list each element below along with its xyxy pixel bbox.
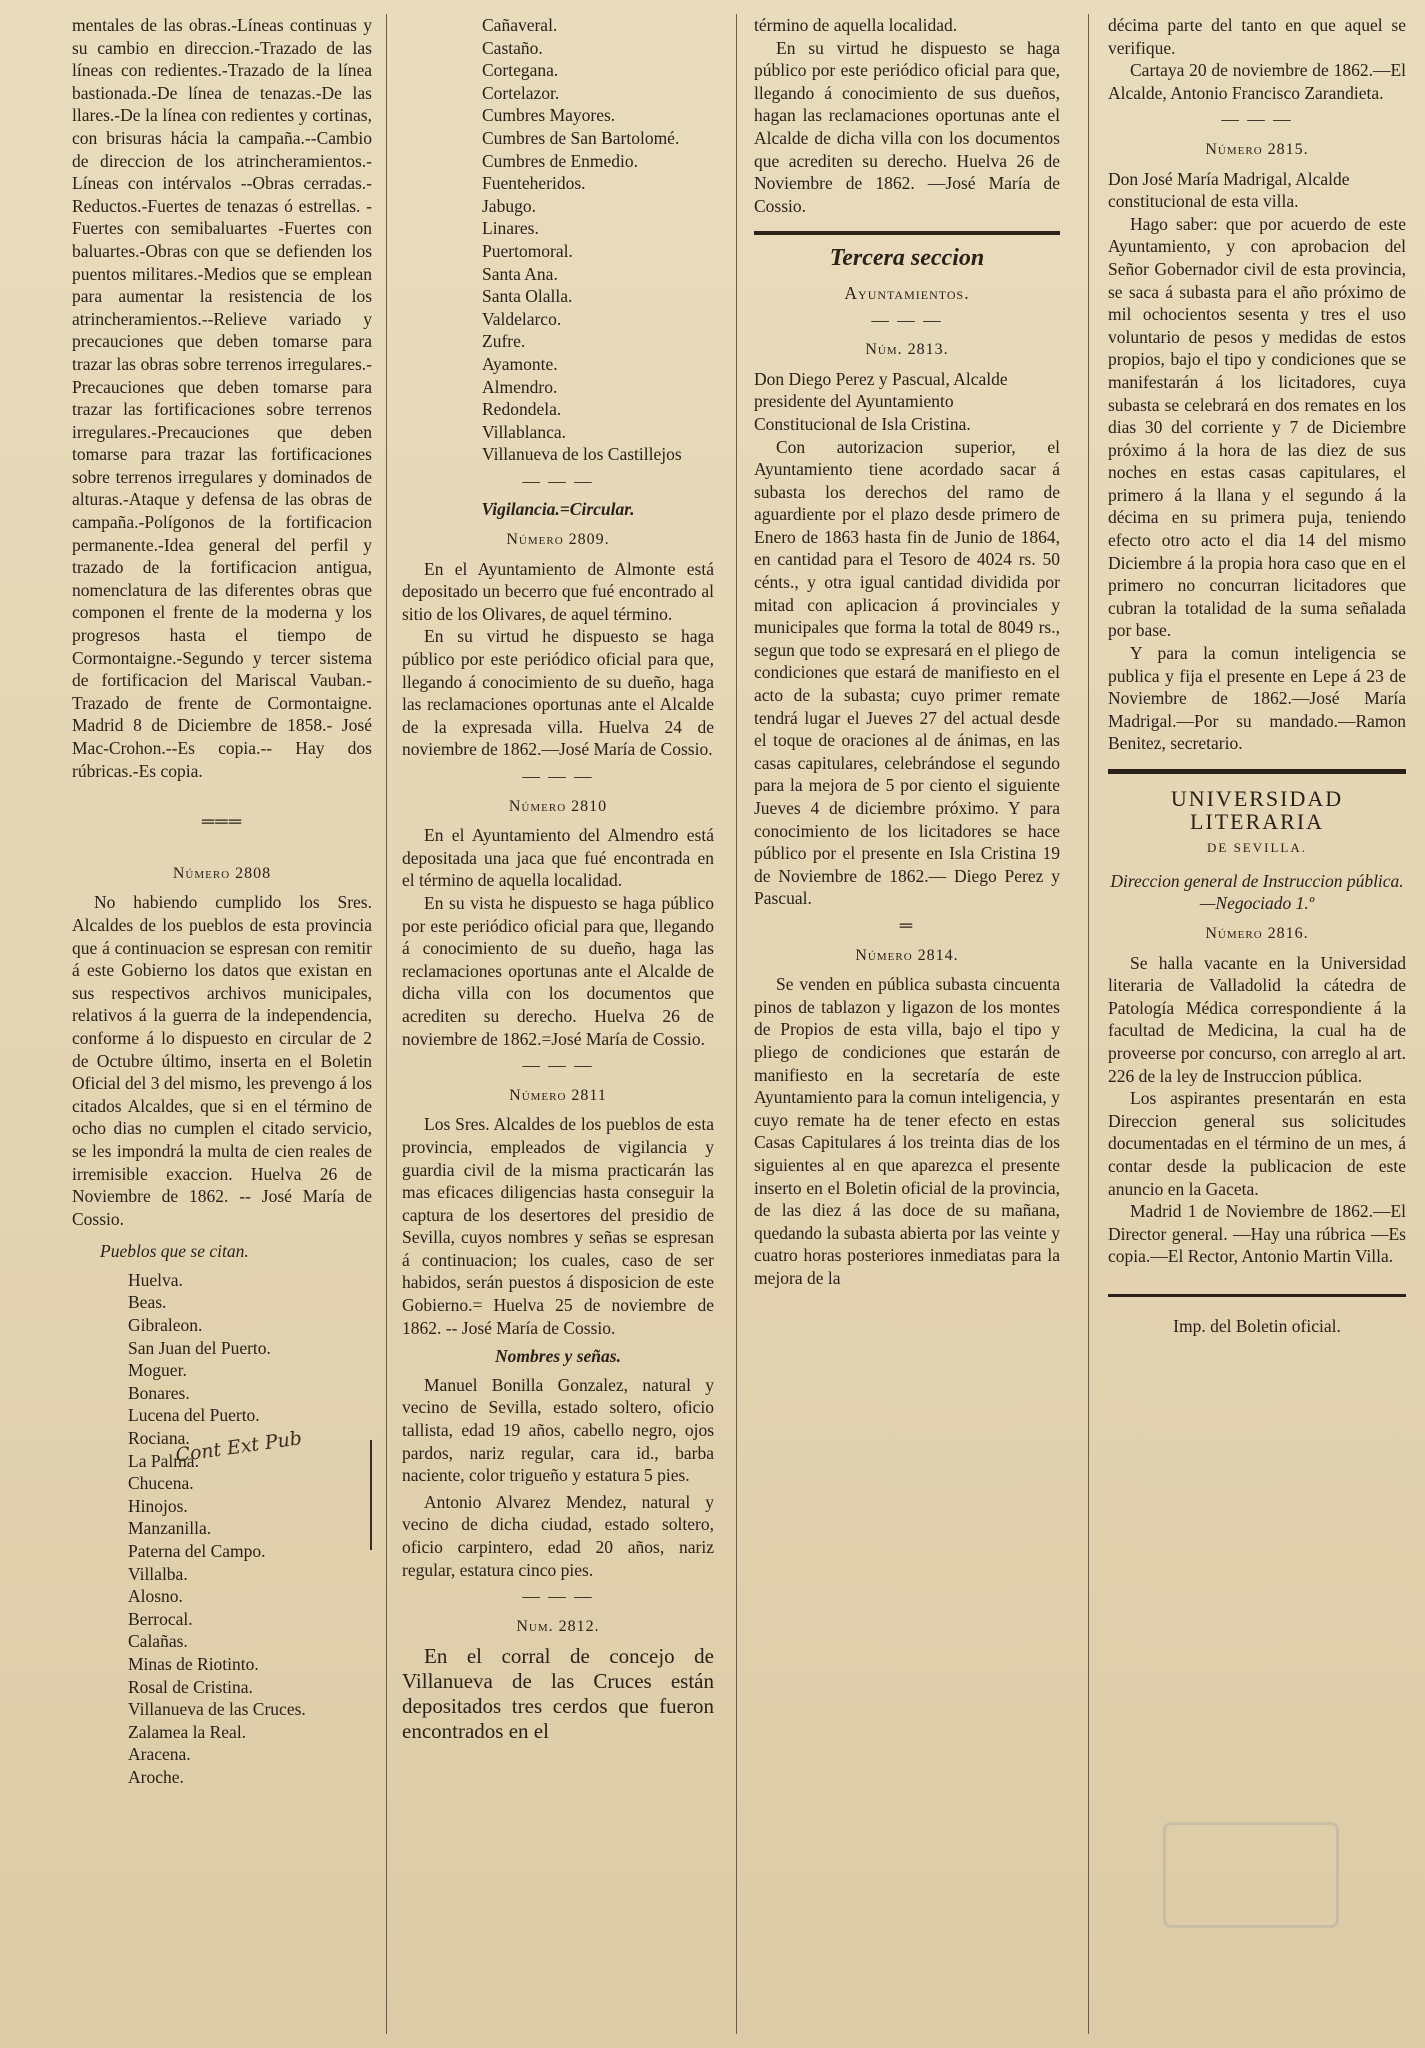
list-item: Zufre. xyxy=(482,331,526,352)
section-heading-names: Nombres y señas. xyxy=(495,1346,621,1367)
divider: — — — xyxy=(522,470,594,491)
notice-number: Número 2810 xyxy=(508,797,608,815)
list-item: Gibraleon. xyxy=(128,1315,203,1336)
divider: — — — xyxy=(1221,109,1293,130)
notice-2816-body: Se halla vacante en la Universidad literaria de Valladolid la cátedra de Patología Médica correspondiente á la facultad de Medicina, la cual ha de proveerse por concurso, con arreglo al art. 226 de la ley de Instruccion pública. xyxy=(1108,952,1406,1086)
column-4 xyxy=(1108,14,1406,2048)
list-item: Chucena. xyxy=(128,1473,194,1494)
notice-2814-body: Se venden en pública subasta cincuenta pinos de tablazon y ligazon de los montes de Propios de esta villa, bajo el tipo y pliego de condiciones que estarán de manifiesto en la secretaría de este Ayuntamiento para la comun inteligencia, y cuyo remate ha de tener efecto en estas Casas Capitulares á los treinta dias de los siguientes al en que aparezca el presente inserto en el Boletin oficial de la provincia, de las diez á las doce de su mañana, quedando la subasta abierta por las veinte y cuatro horas posteriores inmediatas para la mejora de la xyxy=(754,974,1060,1288)
handwritten-signature: Cont Ext Pub xyxy=(174,1427,304,1467)
list-item: Cortelazor. xyxy=(482,82,560,103)
column-rule xyxy=(736,14,737,2034)
list-item: Villalba. xyxy=(128,1563,188,1584)
list-item: Hinojos. xyxy=(128,1495,188,1516)
towns-list xyxy=(72,1269,372,1789)
list-item: Fuenteheridos. xyxy=(482,173,586,194)
list-item: Beas. xyxy=(128,1292,167,1313)
list-item: Puertomoral. xyxy=(482,240,573,261)
list-item: Zalamea la Real. xyxy=(128,1721,247,1742)
list-item: Redondela. xyxy=(482,399,562,420)
notice-2808-body: No habiendo cumplido los Sres. Alcaldes de los pueblos de esta provincia que á continuacion se espresan con remitir á este Gobierno los datos que existan en sus respectivos archivos municipales, relativos á la guerra de la independencia, conforme á lo dispuesto en circular de 2 de Octubre último, inserta en el Boletin Oficial del 3 del mismo, les prevengo á los citados Alcaldes, que si en el término de ocho dias no cumplen el citado servicio, se les impondrá la multa de cien reales de irremisible exaccion. Huelva 26 de Noviembre de 1862. -- José María de Cossio. xyxy=(72,892,372,1229)
list-item: Linares. xyxy=(482,218,539,239)
towns-list-title: Pueblos que se citan. xyxy=(100,1241,249,1262)
notice-2815-heading: Don José María Madrigal, Alcalde constitucional de esta villa. xyxy=(1108,168,1350,212)
notice-2809-body: En su virtud he dispuesto se haga público por este periódico oficial para que, llegando á conocimiento de su dueño, haga las reclamaciones oportunas ante el Alcalde de la expresada villa. Huelva 24 de noviembre de 1862.—José María de Cossio. xyxy=(402,626,714,760)
notice-2810-body: En el Ayuntamiento del Almendro está depositada una jaca que fué encontrada en el término de aquella localidad. xyxy=(402,825,714,891)
divider: — — — xyxy=(522,766,594,786)
list-item: Jabugo. xyxy=(482,195,536,216)
column-2 xyxy=(402,14,714,2048)
list-item: Huelva. xyxy=(128,1269,183,1290)
list-item: Cumbres de San Bartolomé. xyxy=(482,127,680,148)
notice-2814-signature: Cartaya 20 de noviembre de 1862.—El Alcalde, Antonio Francisco Zarandieta. xyxy=(1108,60,1406,103)
list-item: Almendro. xyxy=(482,376,558,397)
section-heading-vigilancia: Vigilancia.=Circular. xyxy=(481,499,635,520)
deserter-description: Manuel Bonilla Gonzalez, natural y vecino de Sevilla, estado soltero, oficio tallista, edad 19 años, cabello negro, ojos pardos, nariz regular, cara id., barba naciente, color trigueño y estatura 5 pies. xyxy=(402,1374,714,1486)
university-heading: UNIVERSIDAD LITERARIA xyxy=(1108,769,1406,833)
notice-number: Número 2815. xyxy=(1205,140,1309,158)
list-item: Lucena del Puerto. xyxy=(128,1405,260,1426)
list-item: San Juan del Puerto. xyxy=(128,1337,271,1358)
notice-2812-body: En el corral de concejo de Villanueva de las Cruces están depositados tres cerdos que fueron encontrados en el xyxy=(402,1644,714,1744)
notice-2809-body: En el Ayuntamiento de Almonte está depositado un becerro que fué encontrado al sitio de los Olivares, de aquel término. xyxy=(402,558,714,624)
notice-number: Núm. 2813. xyxy=(865,341,949,359)
university-subheading: DE SEVILLA. xyxy=(1207,840,1307,856)
notice-number: Num. 2812. xyxy=(516,1617,600,1635)
notice-number: Número 2814. xyxy=(855,946,959,964)
list-item: Rociana. xyxy=(128,1428,190,1449)
divider: — — — xyxy=(522,1586,594,1607)
list-item: Cañaveral. xyxy=(482,15,558,35)
list-item: Alosno. xyxy=(128,1586,183,1607)
list-item: Paterna del Campo. xyxy=(128,1541,266,1561)
list-item: Villanueva de las Cruces. xyxy=(128,1699,306,1720)
towns-list-continued xyxy=(402,14,714,466)
direction-heading: Direccion general de Instruccion pública.—Negociado 1.º xyxy=(1110,870,1404,914)
notice-2812-body: En su virtud he dispuesto se haga público por este periódico oficial para que, llegando á conocimiento de sus dueños, hagan las reclamaciones oportunas ante el Alcalde de dicha villa con los documentos que acrediten su derecho. Huelva 26 de Noviembre de 1862. —José María de Cossio. xyxy=(754,37,1060,216)
notice-2815-body: Hago saber: que por acuerdo de este Ayuntamiento, y con aprobacion del Señor Gobernador civil de esta provincia, se saca á subasta para el año próximo de mil ochocientos sesenta y tres el uso voluntario de pesos y medidas de estos propios, bajo el tipo y condiciones que se manifestarán á los licitadores, cuya subasta se celebrará en dos remates en los dias 30 del corriente y 7 de Diciembre próximo á la hora de las diez de sus noches en estas casas capitulares, el primero á la llana y el segundo á la décima en su primera puja, teniendo efecto otro acto el dia 14 del mismo Diciembre á la propia hora caso que en el primero no concurran licitadores que cubran la totalidad de la suma señalada por base. xyxy=(1108,213,1406,641)
section-title-tercera: Tercera seccion xyxy=(754,231,1060,270)
notice-number: Número 2808 xyxy=(172,864,272,882)
list-item: Cortegana. xyxy=(482,60,559,81)
printer-imprint: Imp. del Boletin oficial. xyxy=(1108,1294,1406,1338)
column-rule xyxy=(1088,14,1089,2034)
notice-2811-body: Los Sres. Alcaldes de los pueblos de esta provincia, empleados de vigilancia y guardia civil de la misma practicarán las mas eficaces diligencias hasta conseguir la captura de los desertores del presidio de Sevilla, cuyos nombres y señas se espresan á continuacion; los cuales, caso de ser habidos, serán puestos á disposicion de este Gobierno.= Huelva 25 de noviembre de 1862. -- José María de Cossio. xyxy=(402,1114,714,1338)
list-item: Cumbres Mayores. xyxy=(482,105,616,126)
list-item: Rosal de Cristina. xyxy=(128,1676,253,1697)
list-item: Moguer. xyxy=(128,1360,187,1381)
divider: ═══ xyxy=(201,811,243,832)
handwritten-flourish xyxy=(370,1440,388,1550)
notice-number: Número 2811 xyxy=(509,1086,607,1104)
notice-2816-body: Madrid 1 de Noviembre de 1862.—El Director general. —Hay una rúbrica —Es copia.—El Rector, Antonio Martin Villa. xyxy=(1108,1201,1406,1267)
list-item: Villablanca. xyxy=(482,421,566,442)
list-item: Valdelarco. xyxy=(482,308,562,329)
fortification-syllabus: mentales de las obras.-Líneas continuas y su cambio en direccion.-Trazado de las líneas con redientes.-Trazado de la línea bastionada.-De línea de tenazas.-De las llares.-De la línea con redientes y cortinas, con brisuras hácia la campaña.--Cambio de direccion de los atrincheramientos.-Líneas con intérvalos --Obras cerradas.-Reductos.-Fuertes de tenazas ó estrellas. -Fuertes con semibaluartes -Fuertes con baluartes.-Obras con que se defienden los puentos militares.-Medios que se emplean para aumentar la resistencia de los atrincheramientos.--Relieve variado y precauciones que deben tomarse para trazar las obras sobre terrenos irregulares.-Precauciones que deben tomarse para trazar las fortificaciones sobre terrenos irregulares.-Precauciones que deben tomarse para trazar las fortificaciones sobre terrenos irregulares y dominados de alturas.-Ataque y defensa de las obras de campaña.-Polígonos de la fortificacion permanente.-Idea general del perfil y trazado de la fortificacion antigua, nomenclatura de las diferentes obras que componen el frente de la moderna y los progresos hasta el tiempo de Cormontaigne.-Segundo y tercer sistema de fortificacion del Mariscal Vauban.-Trazado de frente de Cormontaigne. Madrid 8 de Diciembre de 1858.- José Mac-Crohon.--Es copia.-- Hay dos rúbricas.-Es copia. xyxy=(72,15,372,781)
divider: — — — xyxy=(522,1055,594,1076)
divider: — — — xyxy=(871,309,943,330)
notice-number: Número 2809. xyxy=(506,531,610,549)
list-item: Manzanilla. xyxy=(128,1518,212,1539)
list-item: Santa Ana. xyxy=(482,263,558,284)
list-item: Castaño. xyxy=(482,37,543,58)
column-rule xyxy=(386,14,387,2034)
notice-2816-body: Los aspirantes presentarán en esta Direccion general sus solicitudes documentadas en el término de un mes, á contar desde la publicacion de este anuncio en la Gaceta. xyxy=(1108,1088,1406,1199)
list-item: Aracena. xyxy=(128,1744,191,1765)
faded-stamp xyxy=(1163,1822,1339,1928)
notice-2814-continued: décima parte del tanto en que aquel se verifique. xyxy=(1108,15,1406,58)
list-item: Minas de Riotinto. xyxy=(128,1653,259,1674)
notice-2813-body: Con autorizacion superior, el Ayuntamiento tiene acordado sacar á subasta los derechos del ramo de aguardiente por el plazo desde primero de Enero de 1863 hasta fin de Junio de 1864, en cantidad para el Tesoro de 4024 rs. 50 cénts., y otra igual cantidad dividida por mitad con aplicacion á provinciales y municipales que forma la total de 8049 rs., segun que todo se expresará en el pliego de condiciones que estará de manifiesto en el acto de la subasta; cuyo primer remate tendrá lugar el Jueves 27 del actual desde el toque de oraciones al de ánimas, en las casas capitulares, celebrándose el segundo para la mejora de 5 por ciento el siguiente Jueves 4 de diciembre próximo. Y para conocimiento de los licitadores se hace público por el presente en Isla Cristina 19 de Noviembre de 1862.— Diego Perez y Pascual. xyxy=(754,436,1060,909)
list-item: Cumbres de Enmedio. xyxy=(482,150,639,171)
list-item: Calañas. xyxy=(128,1631,188,1652)
list-item: Aroche. xyxy=(128,1766,184,1787)
notice-2810-body: En su vista he dispuesto se haga público por este periódico oficial para que, llegando á conocimiento de su dueño, haga las reclamaciones oportunas ante el Alcalde de dicha villa con los documentos que acrediten su derecho. Huelva 26 de noviembre de 1862.=José María de Cossio. xyxy=(402,892,714,1049)
notice-2815-body: Y para la comun inteligencia se publica y fija el presente en Lepe á 23 de Noviembre de 1862.—José María Madrigal.—Por su mandado.—Ramon Benitez, secretario. xyxy=(1108,643,1406,754)
deserter-description: Antonio Alvarez Mendez, natural y vecino de dicha ciudad, estado soltero, oficio carpintero, edad 20 años, nariz regular, estatura cinco pies. xyxy=(402,1491,714,1580)
section-subtitle: Ayuntamientos. xyxy=(844,282,970,303)
list-item: Ayamonte. xyxy=(482,353,558,374)
list-item: Bonares. xyxy=(128,1382,190,1403)
notice-2813-heading: Don Diego Perez y Pascual, Alcalde presidente del Ayuntamiento Constitucional de Isla Cristina. xyxy=(754,368,1008,434)
column-1 xyxy=(72,14,372,2048)
divider: ═ xyxy=(899,914,915,935)
list-item: Villanueva de los Castillejos xyxy=(482,444,682,465)
notice-number: Número 2816. xyxy=(1205,924,1309,942)
list-item: La Palma. xyxy=(128,1450,199,1471)
column-3 xyxy=(754,14,1060,2048)
notice-2812-continued: término de aquella localidad. xyxy=(754,15,958,35)
list-item: Berrocal. xyxy=(128,1608,193,1629)
list-item: Santa Olalla. xyxy=(482,286,573,307)
